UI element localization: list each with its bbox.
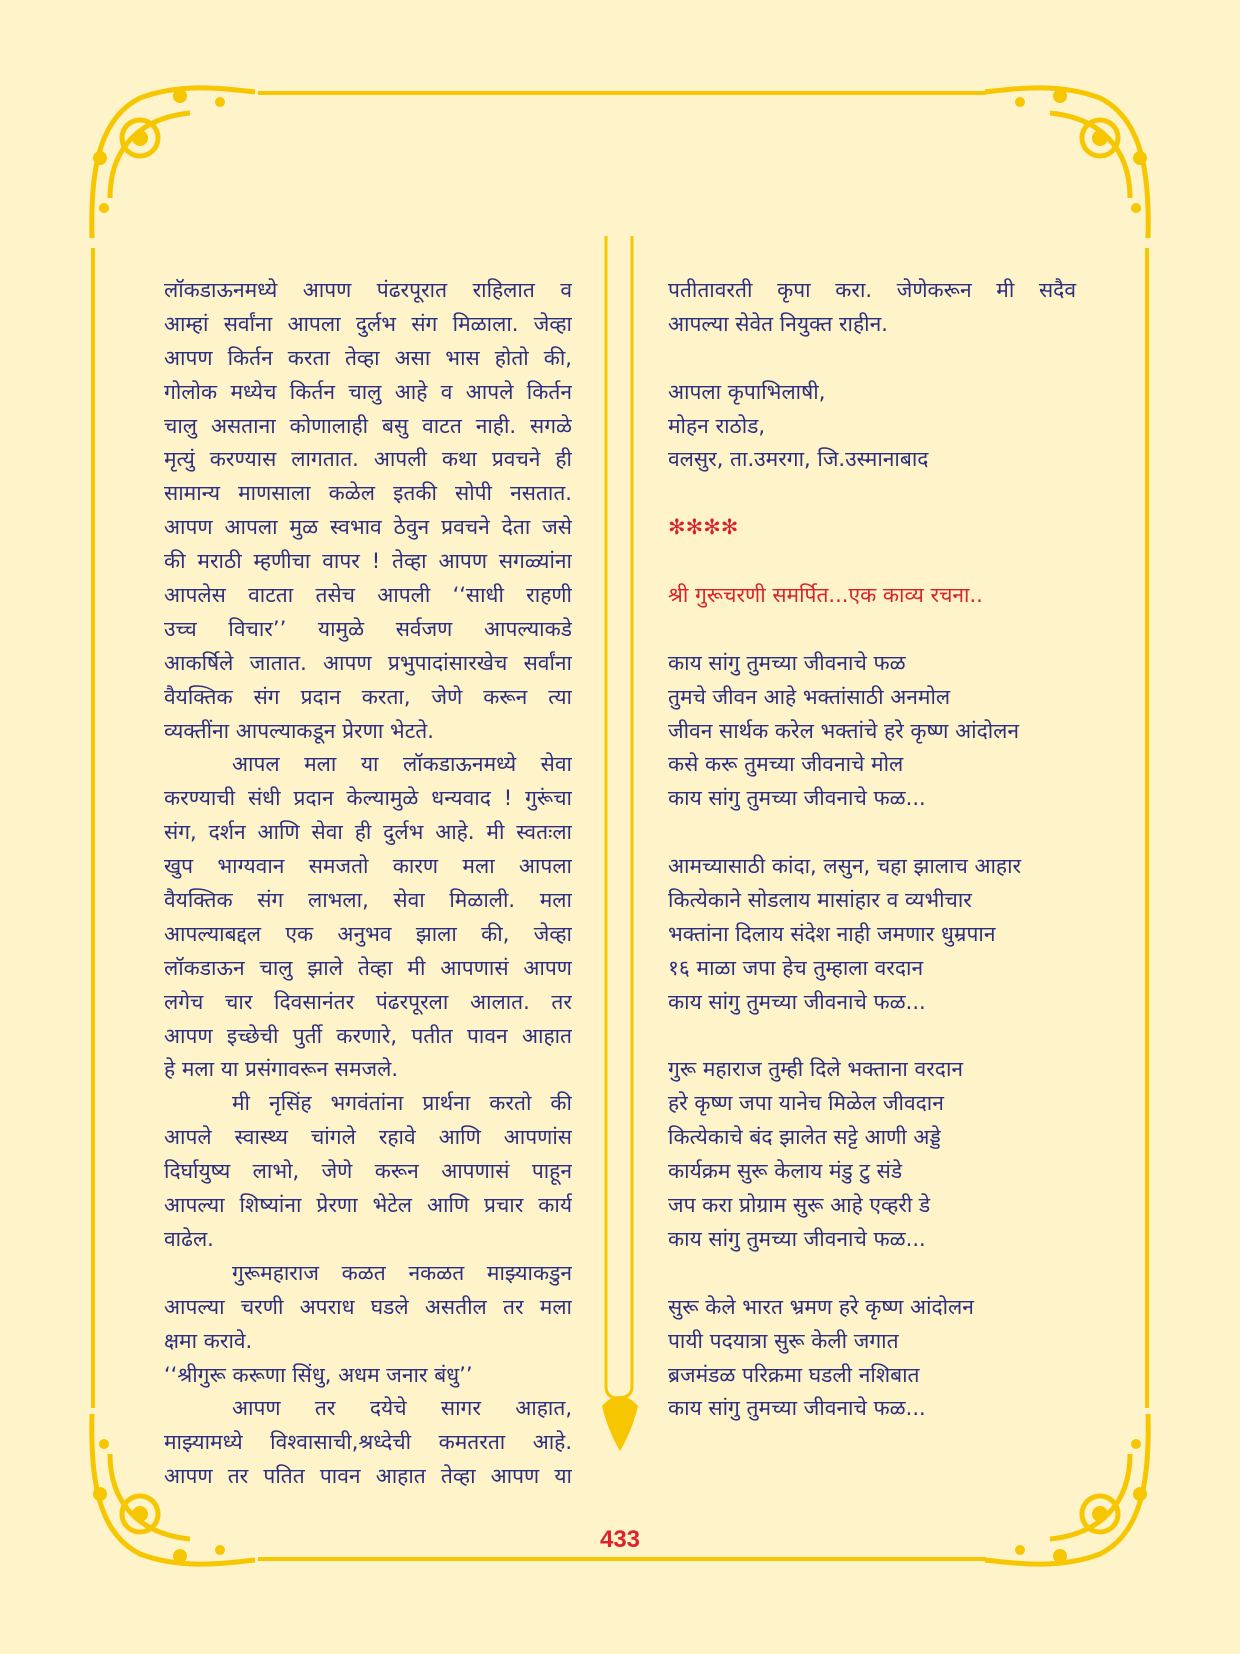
text-line: आमच्यासाठी कांदा, लसुन, चहा झालाच आहार (668, 854, 1022, 879)
text-line: आपल्या शिष्यांना प्रेरणा भेटेल आणि प्रचार कार्य (164, 1193, 572, 1218)
text-line: आम्हां सर्वांना आपला दुर्लभ संग मिळाला. जेव्हा (164, 311, 572, 336)
blank-line (668, 1257, 1076, 1291)
border-left (91, 248, 95, 1408)
text-line: आपण तर पतित पावन आहात तेव्हा आपण या (164, 1464, 572, 1489)
text-line: मी नृसिंह भगवंतांना प्रार्थना करतो की (232, 1091, 572, 1116)
text-line: खुप भाग्यवान समजतो कारण मला आपला (164, 854, 572, 879)
text-line: मोहन राठोड, (668, 413, 766, 438)
text-line: कार्यक्रम सुरू केलाय मंडु टु संडे (668, 1159, 903, 1184)
text-line: तुमचे जीवन आहे भक्तांसाठी अनमोल (668, 684, 951, 709)
border-right (1145, 248, 1149, 1408)
right-text-column (668, 274, 1076, 1426)
text-line: हरे कृष्ण जपा यानेच मिळेल जीवदान (668, 1091, 944, 1116)
text-line: आपण आपला मुळ स्वभाव ठेवुन प्रवचने देता जसे (164, 515, 572, 540)
text-line: वैयक्तिक संग प्रदान करता, जेणे करून त्या (164, 684, 572, 709)
blank-line (668, 477, 1076, 511)
text-line: ‘‘श्रीगुरू करूणा सिंधु, अधम जनार बंधु’’ (164, 1362, 473, 1387)
page-number: 433 (599, 1526, 641, 1553)
text-line: हे मला या प्रसंगावरून समजले. (164, 1057, 399, 1082)
text-line: पतीतावरती कृपा करा. जेणेकरून मी सदैव (668, 278, 1076, 302)
text-line: करण्याची संधी प्रदान केल्यामुळे धन्यवाद ! गुरूंचा (164, 786, 572, 811)
text-line: काय सांगु तुमच्या जीवनाचे फळ (668, 650, 906, 675)
text-line: लगेच चार दिवसानंतर पंढरपूरला आलात. तर (164, 989, 572, 1014)
text-line: लॉकडाऊनमध्ये आपण पंढरपूरात राहिलात व (164, 278, 572, 302)
text-line: गुरू महाराज तुम्ही दिले भक्ताना वरदान (668, 1057, 964, 1082)
text-line: दिर्घायुष्य लाभो, जेणे करून आपणासं पाहून (164, 1159, 572, 1184)
text-line: काय सांगु तुमच्या जीवनाचे फळ... (668, 786, 926, 811)
text-line: आपण इच्छेची पुर्ती करणारे, पतीत पावन आहात (164, 1023, 572, 1048)
text-line: सामान्य माणसाला कळेल इतकी सोपी नसतात. (164, 481, 572, 506)
text-line: कित्येकाने सोडलाय मासांहार व व्यभीचार (668, 888, 972, 913)
text-line: व्यक्तींना आपल्याकडून प्रेरणा भेटते. (164, 718, 434, 743)
text-line: की मराठी म्हणीचा वापर ! तेव्हा आपण सगळ्यांना (164, 549, 572, 574)
text-line: चालु असताना कोणालाही बसु वाटत नाही. सगळे (164, 413, 572, 438)
blank-line (668, 1020, 1076, 1054)
corner-ornament-top-right (980, 78, 1160, 248)
text-line: भक्तांना दिलाय संदेश नाही जमणार धुम्रपान (668, 921, 996, 946)
text-line: आपल्या चरणी अपराध घडले असतील तर मला (164, 1294, 572, 1319)
blank-line (668, 613, 1076, 647)
text-line: आपल मला या लॉकडाऊनमध्ये सेवा (232, 752, 572, 777)
text-line: उच्च विचार’’ यामुळे सर्वजण आपल्याकडे (164, 616, 572, 641)
text-line: आकर्षिले जातात. आपण प्रभुपादांसारखेच सर्वांना (164, 650, 572, 675)
text-line: गुरूमहाराज कळत नकळत माझ्याकडुन (232, 1260, 572, 1285)
column-divider (598, 236, 642, 1458)
left-text-column (164, 274, 572, 1494)
text-line: पायी पदयात्रा सुरू केली जगात (668, 1328, 899, 1353)
text-line: काय सांगु तुमच्या जीवनाचे फळ... (668, 989, 926, 1014)
blank-line (668, 545, 1076, 579)
text-line: जीवन सार्थक करेल भक्तांचे हरे कृष्ण आंदोलन (668, 718, 1020, 743)
text-line: आपलेस वाटता तसेच आपली ‘‘साधी राहणी (164, 583, 572, 608)
text-line: माझ्यामध्ये विश्वासाची,श्रध्देची कमतरता आहे. (164, 1430, 572, 1455)
corner-ornament-top-left (80, 78, 260, 248)
text-line: काय सांगु तुमच्या जीवनाचे फळ... (668, 1396, 926, 1421)
text-line: वैयक्तिक संग लाभला, सेवा मिळाली. मला (164, 888, 572, 913)
text-line: ब्रजमंडळ परिक्रमा घडली नशिबात (668, 1362, 920, 1387)
text-line: मृत्युं करण्यास लागतात. आपली कथा प्रवचने ही (164, 447, 572, 472)
text-line: आपल्या सेवेत नियुक्त राहीन. (668, 311, 888, 336)
text-line: १६ माळा जपा हेच तुम्हाला वरदान (668, 955, 924, 980)
text-line: सुरू केले भारत भ्रमण हरे कृष्ण आंदोलन (668, 1294, 974, 1319)
text-line: ✻✻✻✻ (668, 515, 739, 540)
text-line: कित्येकाचे बंद झालेत सट्टे आणी अड्डे (668, 1125, 941, 1150)
text-line: आपण किर्तन करता तेव्हा असा भास होतो की, (164, 345, 572, 370)
text-line: काय सांगु तुमच्या जीवनाचे फळ... (668, 1226, 926, 1251)
text-line: जप करा प्रोग्राम सुरू आहे एव्हरी डे (668, 1193, 931, 1218)
text-line: लॉकडाऊन चालु झाले तेव्हा मी आपणासं आपण (164, 955, 572, 980)
text-line: गोलोक मध्येच किर्तन चालु आहे व आपले किर्तन (164, 379, 572, 404)
text-line: आपला कृपाभिलाषी, (668, 379, 826, 404)
text-line: कसे करू तुमच्या जीवनाचे मोल (668, 752, 904, 777)
text-line: श्री गुरूचरणी समर्पित...एक काव्य रचना.. (668, 583, 983, 608)
text-line: आपण तर दयेचे सागर आहात, (232, 1396, 572, 1421)
text-line: वाढेल. (164, 1226, 214, 1251)
text-line: आपल्याबद्दल एक अनुभव झाला की, जेव्हा (164, 921, 572, 946)
blank-line (668, 816, 1076, 850)
blank-line (668, 342, 1076, 376)
text-line: क्षमा करावे. (164, 1328, 253, 1353)
text-line: वलसुर, ता.उमरगा, जि.उस्मानाबाद (668, 447, 929, 472)
border-top (258, 91, 986, 95)
text-line: संग, दर्शन आणि सेवा ही दुर्लभ आहे. मी स्वतःला (164, 820, 572, 845)
border-bottom (258, 1557, 986, 1561)
text-line: आपले स्वास्थ्य चांगले रहावे आणि आपणांस (164, 1125, 572, 1150)
